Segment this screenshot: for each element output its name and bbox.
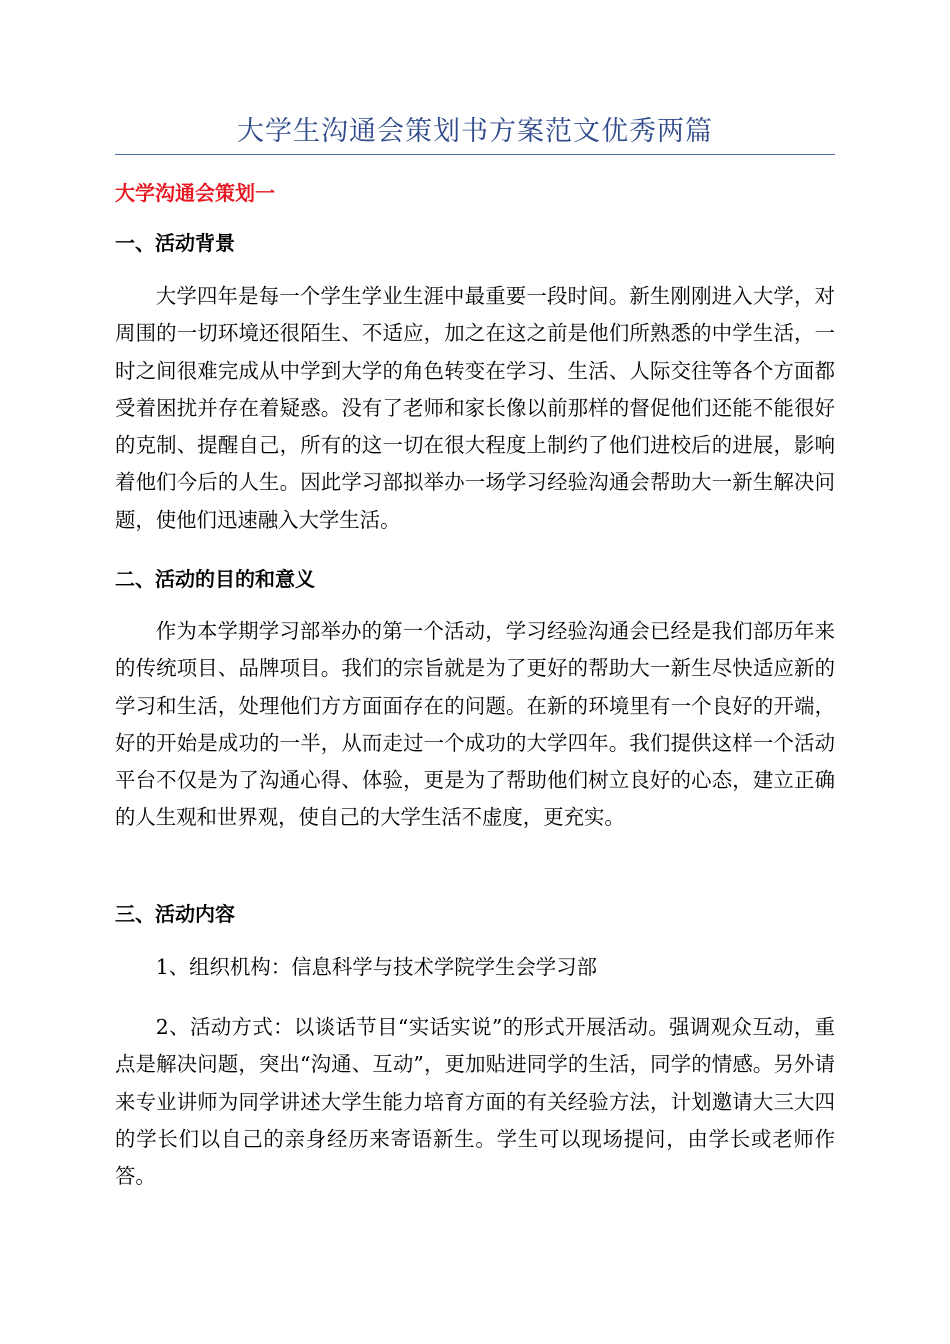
- paragraph-purpose: 作为本学期学习部举办的第一个活动，学习经验沟通会已经是我们部历年来的传统项目、品牌项目。我们的宗旨就是为了更好的帮助大一新生尽快适应新的学习和生活，处理他们方方面面存在的问题。在新的环境里有一个良好的开端，好的开始是成功的一半，从而走过一个成功的大学四年。我们提供这样一个活动平台不仅是为了沟通心得、体验，更是为了帮助他们树立良好的心态，建立正确的人生观和世界观，使自己的大学生活不虚度，更充实。: [115, 619, 835, 830]
- paragraph-activity-method: 2、活动方式：以谈话节目“实话实说”的形式开展活动。强调观众互动，重点是解决问题，突出“沟通、互动”，更加贴进同学的生活，同学的情感。另外请来专业讲师为同学讲述大学生能力培育方面的有关经验方法，计划邀请大三大四的学长们以自己的亲身经历来寄语新生。学生可以现场提问，由学长或老师作答。: [115, 1015, 835, 1189]
- section-heading-content: 三、活动内容: [115, 902, 235, 926]
- title-underline: [115, 154, 835, 155]
- paragraph-organization: 1、组织机构：信息科学与技术学院学生会学习部: [155, 955, 597, 979]
- section-heading-background: 一、活动背景: [115, 231, 235, 255]
- paragraph-background: 大学四年是每一个学生学业生涯中最重要一段时间。新生刚刚进入大学，对周围的一切环境还很陌生、不适应，加之在这之前是他们所熟悉的中学生活，一时之间很难完成从中学到大学的角色转变在学习、生活、人际交往等各个方面都受着困扰并存在着疑惑。没有了老师和家长像以前那样的督促他们还能不能很好的克制、提醒自己，所有的这一切在很大程度上制约了他们进校后的进展，影响着他们今后的人生。因此学习部拟举办一场学习经验沟通会帮助大一新生解决问题，使他们迅速融入大学生活。: [115, 284, 835, 532]
- part-title: 大学沟通会策划一: [115, 181, 275, 205]
- section-heading-purpose: 二、活动的目的和意义: [115, 567, 315, 591]
- document-title: 大学生沟通会策划书方案范文优秀两篇: [237, 116, 713, 147]
